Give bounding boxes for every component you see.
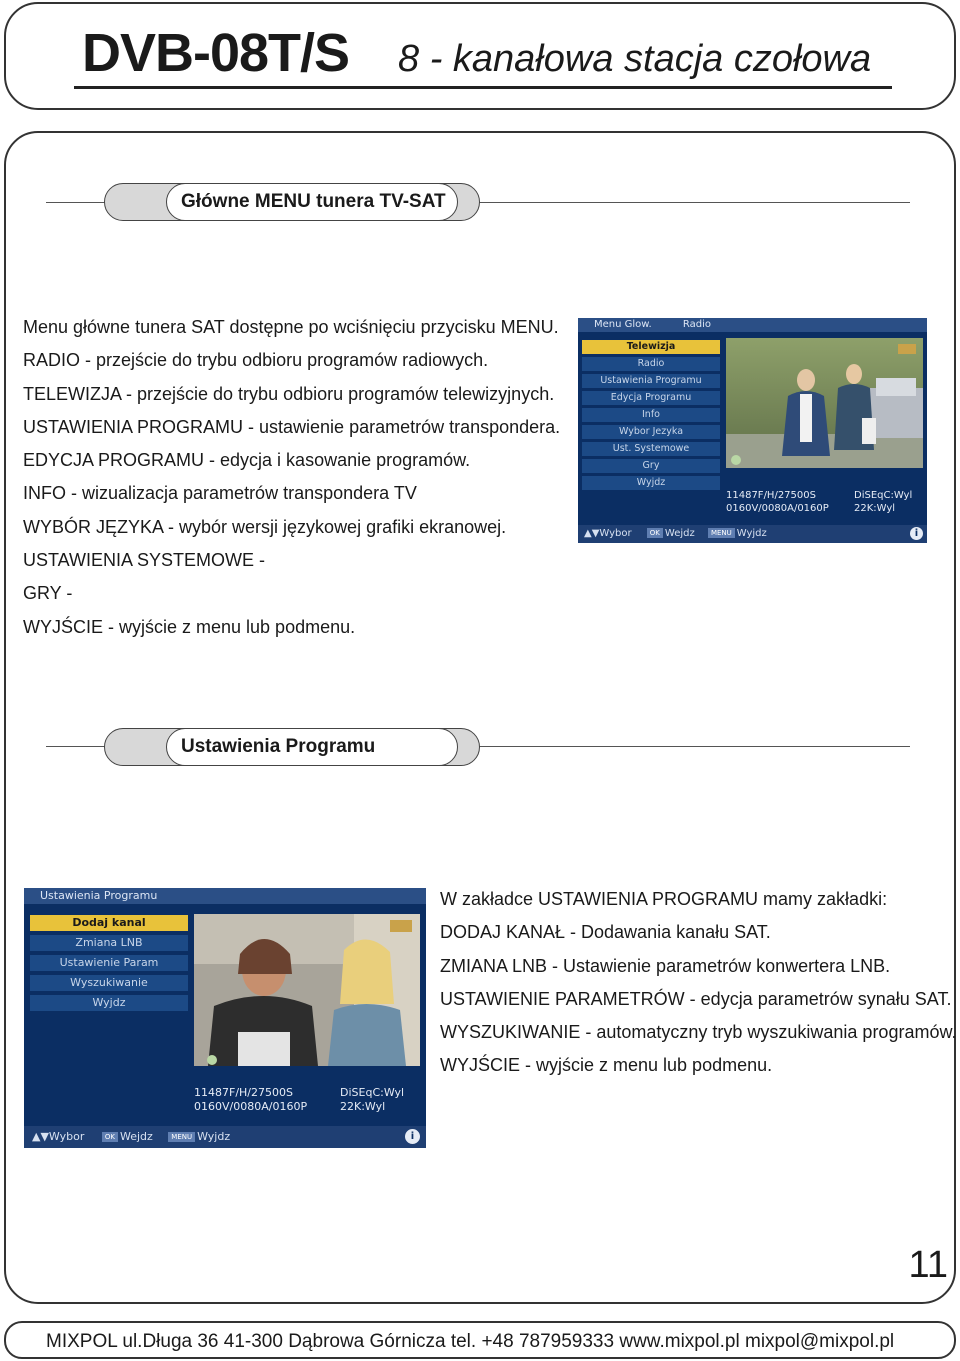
screen-bottom-bar	[578, 525, 927, 543]
nav-wyjdz: Wyjdz	[736, 528, 767, 539]
menu-item-system: Ust. Systemowe	[582, 442, 720, 456]
menu-title: Ustawienia Programu	[40, 889, 158, 902]
text-line: USTAWIENIE PARAMETRÓW - edycja parametrów synału SAT.	[440, 988, 952, 1009]
info-icon: i	[405, 1129, 420, 1144]
nav-wybor: Wybor	[599, 528, 632, 539]
transponder-info	[726, 489, 912, 515]
menu-item-telewizja: Telewizja	[582, 340, 720, 354]
page-number: 11	[908, 1244, 948, 1286]
info-diseqc: DiSEqC:Wyl	[854, 490, 913, 501]
nav-wejdz: Wejdz	[119, 1130, 153, 1143]
text-line: GRY -	[23, 583, 73, 604]
text-line: WYBÓR JĘZYKA - wybór wersji językowej grafiki ekranowej.	[23, 516, 507, 537]
tv-preview-image	[726, 338, 923, 468]
menu-subtitle: Radio	[682, 319, 712, 330]
text-line: EDYCJA PROGRAMU - edycja i kasowanie programów.	[23, 450, 471, 471]
header-panel	[4, 2, 956, 110]
screen-top-bar	[24, 888, 426, 904]
section2-title: Ustawienia Programu	[166, 728, 458, 766]
program-settings-screenshot	[24, 888, 426, 1148]
info-pids: 0160V/0080A/0160P	[726, 503, 829, 514]
section1-line-left	[46, 202, 106, 203]
text-line: WYJŚCIE - wyjście z menu lub podmenu.	[440, 1055, 773, 1076]
text-line: WYSZUKIWANIE - automatyczny tryb wyszukiwania programów.	[440, 1022, 957, 1043]
info-pids: 0160V/0080A/0160P	[194, 1100, 308, 1113]
ok-key-icon: OK	[647, 528, 663, 538]
section1-title: Główne MENU tunera TV-SAT	[166, 183, 458, 221]
section1-line-right	[478, 202, 910, 203]
menu-item-gry: Gry	[582, 459, 720, 473]
info-icon: i	[910, 527, 923, 540]
main-menu-screenshot	[578, 318, 927, 543]
text-line: USTAWIENIA PROGRAMU - ustawienie parametrów transpondera.	[23, 416, 561, 437]
section1-text	[23, 311, 560, 644]
text-line: INFO - wizualizacja parametrów transpondera TV	[23, 483, 417, 504]
text-line: W zakładce USTAWIENIA PROGRAMU mamy zakładki:	[440, 889, 888, 909]
info-freq: 11487F/H/27500S	[194, 1086, 293, 1099]
menu-item-dodaj: Dodaj kanal	[30, 915, 188, 931]
info-diseqc: DiSEqC:Wyl	[340, 1086, 405, 1099]
footer-contact: MIXPOL ul.Długa 36 41-300 Dąbrowa Górnicza tel. +48 787959333 www.mixpol.pl mixpol@mixpol.pl	[46, 1331, 895, 1352]
info-22k: 22K:Wyl	[854, 503, 896, 514]
ok-key-icon: OK	[102, 1132, 118, 1142]
menu-item-wyjdz: Wyjdz	[582, 476, 720, 490]
screen-top-bar	[578, 318, 927, 332]
updown-icon: ▲▼	[32, 1130, 49, 1143]
menu-key-icon: MENU	[708, 528, 735, 538]
text-line: ZMIANA LNB - Ustawienie parametrów konwertera LNB.	[440, 955, 891, 976]
menu-item-param: Ustawienie Param	[30, 955, 188, 971]
section2-line-right	[478, 746, 910, 747]
menu-item-radio: Radio	[582, 357, 720, 371]
text-line: DODAJ KANAŁ - Dodawania kanału SAT.	[440, 922, 771, 943]
tv-preview-image	[194, 914, 420, 1066]
model-name: DVB-08T/S	[82, 23, 350, 83]
menu-item-edycja: Edycja Programu	[582, 391, 720, 405]
text-line: TELEWIZJA - przejście do trybu odbioru programów telewizyjnych.	[23, 383, 555, 404]
page-subtitle: 8 - kanałowa stacja czołowa	[398, 38, 872, 80]
menu-item-wyszukiwanie: Wyszukiwanie	[30, 975, 188, 991]
info-22k: 22K:Wyl	[340, 1100, 386, 1113]
nav-wyjdz: Wyjdz	[197, 1130, 231, 1143]
nav-wejdz: Wejdz	[664, 528, 695, 539]
menu-item-lnb: Zmiana LNB	[30, 935, 188, 951]
header-underline	[74, 86, 892, 89]
text-line: USTAWIENIA SYSTEMOWE -	[23, 550, 266, 571]
menu-item-ustawienia: Ustawienia Programu	[582, 374, 720, 388]
section2-line-left	[46, 746, 106, 747]
screen-bottom-bar	[24, 1126, 426, 1148]
menu-item-jezyk: Wybor Jezyka	[582, 425, 720, 439]
text-line: WYJŚCIE - wyjście z menu lub podmenu.	[23, 616, 356, 637]
info-freq: 11487F/H/27500S	[726, 490, 816, 501]
menu-title: Menu Glow.	[594, 319, 652, 330]
text-line: Menu główne tunera SAT dostępne po wciśnięciu przycisku MENU.	[23, 317, 559, 337]
section2-text	[440, 883, 956, 1083]
menu-item-wyjdz: Wyjdz	[30, 995, 188, 1011]
menu-item-info: Info	[582, 408, 720, 422]
updown-icon: ▲▼	[584, 528, 600, 539]
nav-wybor: Wybor	[48, 1130, 85, 1143]
text-line: RADIO - przejście do trybu odbioru programów radiowych.	[23, 350, 489, 371]
menu-key-icon: MENU	[168, 1132, 195, 1142]
transponder-info	[194, 1086, 404, 1114]
